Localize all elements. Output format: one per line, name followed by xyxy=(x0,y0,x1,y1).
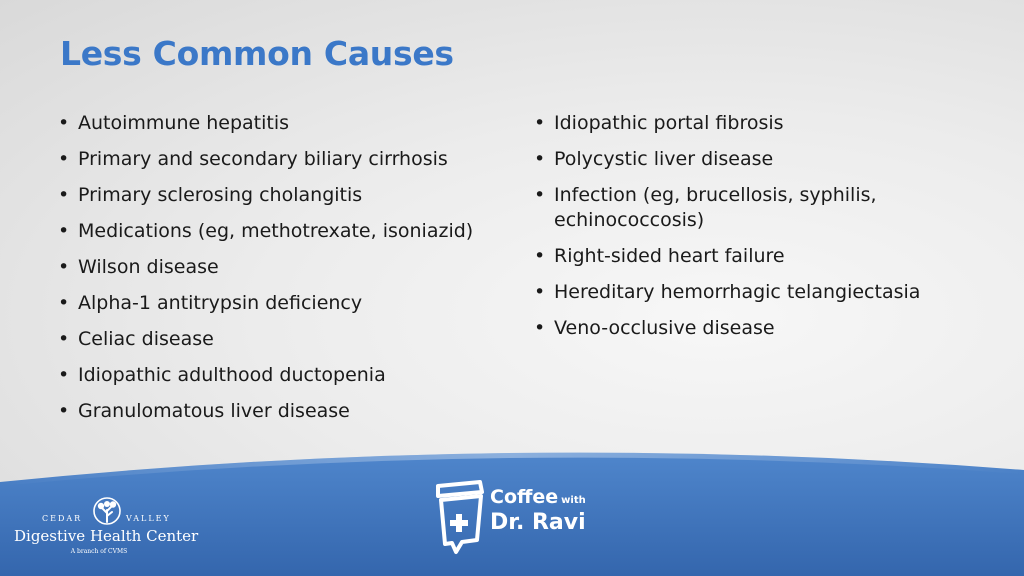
slide-title: Less Common Causes xyxy=(60,34,454,73)
digestive-health-center-logo xyxy=(14,496,199,566)
right-bullet-list xyxy=(534,111,974,352)
list-item: • Primary and secondary biliary cirrhosis xyxy=(58,147,528,172)
logo-with-text: with xyxy=(561,495,586,506)
list-item: • Polycystic liver disease xyxy=(534,147,974,172)
list-item: • Idiopathic adulthood ductopenia xyxy=(58,363,528,388)
logo-name: Digestive Health Center xyxy=(14,527,199,545)
coffee-with-dr-ravi-logo xyxy=(432,478,602,558)
list-item: • Autoimmune hepatitis xyxy=(58,111,528,136)
coffee-cup-icon xyxy=(432,478,488,556)
list-item: • Alpha-1 antitrypsin deficiency xyxy=(58,291,528,316)
list-item: • Medications (eg, methotrexate, isoniazid) xyxy=(58,219,528,244)
logo-branch-text: A branch of CVMS xyxy=(70,548,128,555)
list-item: • Wilson disease xyxy=(58,255,528,280)
list-item: • Right-sided heart failure xyxy=(534,244,974,269)
list-item: • Granulomatous liver disease xyxy=(58,399,528,424)
list-item: • Infection (eg, brucellosis, syphilis, echinococcosis) xyxy=(534,183,974,233)
logo-host-text: Dr. Ravi xyxy=(490,510,586,535)
logo-valley-text: VALLEY xyxy=(126,514,171,523)
list-item: • Primary sclerosing cholangitis xyxy=(58,183,528,208)
tree-icon xyxy=(92,496,122,526)
list-item: • Veno-occlusive disease xyxy=(534,316,974,341)
list-item: • Celiac disease xyxy=(58,327,528,352)
left-bullet-list xyxy=(58,111,528,435)
logo-coffee-text: Coffee xyxy=(490,486,559,508)
list-item: • Idiopathic portal fibrosis xyxy=(534,111,974,136)
logo-cedar-text: CEDAR xyxy=(42,514,83,523)
list-item: • Hereditary hemorrhagic telangiectasia xyxy=(534,280,974,305)
